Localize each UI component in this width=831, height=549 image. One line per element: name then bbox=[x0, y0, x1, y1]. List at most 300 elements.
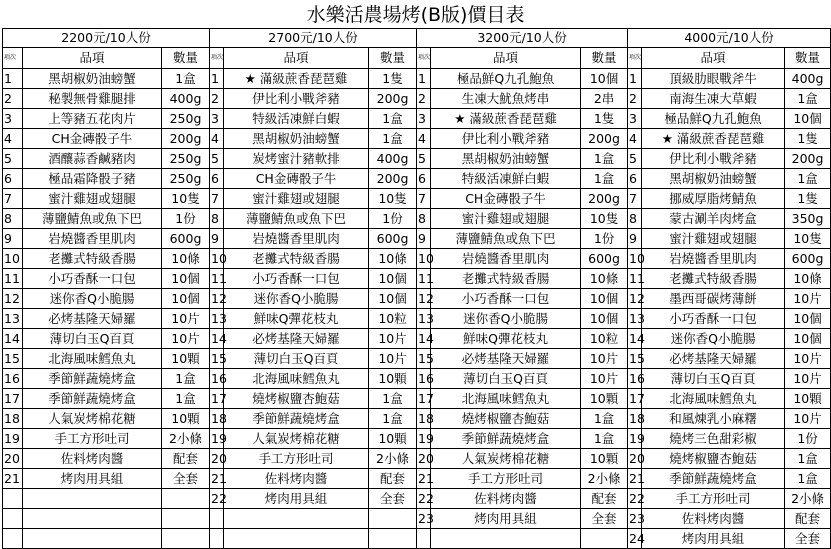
empty-cell bbox=[162, 509, 210, 529]
item-quantity: 250g bbox=[162, 169, 210, 189]
item-number: 3 bbox=[3, 109, 23, 129]
item-quantity: 600g bbox=[581, 249, 628, 269]
column-header-qty: 數量 bbox=[162, 48, 210, 69]
item-quantity: 10個 bbox=[162, 269, 210, 289]
item-quantity: 全套 bbox=[581, 509, 628, 529]
item-quantity: 10片 bbox=[785, 409, 831, 429]
table-row bbox=[3, 429, 831, 449]
item-quantity: 1份 bbox=[581, 229, 628, 249]
item-number: 16 bbox=[628, 369, 642, 389]
item-number: 22 bbox=[628, 489, 642, 509]
item-number: 8 bbox=[210, 209, 224, 229]
empty-cell bbox=[581, 529, 628, 549]
item-name: 墨西哥碳烤薄餅 bbox=[642, 289, 785, 309]
item-quantity: 1盒 bbox=[785, 449, 831, 469]
item-number: 5 bbox=[210, 149, 224, 169]
item-quantity: 配套 bbox=[162, 449, 210, 469]
item-number: 2 bbox=[210, 89, 224, 109]
item-number: 11 bbox=[210, 269, 224, 289]
item-name: 極品鮮Q九孔鮑魚 bbox=[431, 69, 581, 89]
item-name: 烤肉用具組 bbox=[642, 529, 785, 549]
item-number: 6 bbox=[3, 169, 23, 189]
item-name: 人氣炭烤棉花糖 bbox=[23, 409, 162, 429]
table-row bbox=[3, 269, 831, 289]
item-name: 岩燒醬香里肌肉 bbox=[224, 229, 369, 249]
table-row bbox=[3, 509, 831, 529]
item-quantity: 1盒 bbox=[785, 469, 831, 489]
item-name: 烤肉用具組 bbox=[23, 469, 162, 489]
item-quantity: 10隻 bbox=[785, 229, 831, 249]
item-number: 20 bbox=[210, 449, 224, 469]
item-name: 小巧香酥一口包 bbox=[642, 309, 785, 329]
item-name: 手工方形吐司 bbox=[642, 489, 785, 509]
column-header-item: 品項 bbox=[224, 48, 369, 69]
item-quantity: 10片 bbox=[162, 309, 210, 329]
item-quantity: 10顆 bbox=[162, 409, 210, 429]
table-row bbox=[3, 229, 831, 249]
table-row bbox=[3, 89, 831, 109]
item-number: 21 bbox=[210, 469, 224, 489]
table-row bbox=[3, 109, 831, 129]
package-price-label: 3200元/10人份 bbox=[417, 29, 628, 48]
item-quantity: 10粒 bbox=[581, 329, 628, 349]
item-name: 挪威厚脂烤鯖魚 bbox=[642, 189, 785, 209]
item-name: 蜜汁雞翅或翅腿 bbox=[224, 189, 369, 209]
item-name: 燒烤椒鹽杏鮑菇 bbox=[642, 449, 785, 469]
item-number: 4 bbox=[3, 129, 23, 149]
item-name: CH金磚骰子牛 bbox=[224, 169, 369, 189]
item-name: 必烤基隆天婦羅 bbox=[431, 349, 581, 369]
empty-cell bbox=[210, 509, 224, 529]
item-name: 特級活凍鮮白蝦 bbox=[431, 169, 581, 189]
item-name: 迷你香Q小脆腸 bbox=[642, 329, 785, 349]
item-quantity: 10片 bbox=[785, 289, 831, 309]
item-name: 小巧香酥一口包 bbox=[431, 289, 581, 309]
item-number: 12 bbox=[3, 289, 23, 309]
item-name: 佐料烤肉醬 bbox=[224, 469, 369, 489]
item-quantity: 1盒 bbox=[369, 389, 417, 409]
item-name: 鮮味Q彈花枝丸 bbox=[224, 309, 369, 329]
item-number: 19 bbox=[3, 429, 23, 449]
item-number: 3 bbox=[210, 109, 224, 129]
item-number: 16 bbox=[417, 369, 431, 389]
table-row bbox=[3, 289, 831, 309]
item-number: 6 bbox=[628, 169, 642, 189]
item-name: 必烤基隆天婦羅 bbox=[23, 309, 162, 329]
item-number: 11 bbox=[628, 269, 642, 289]
item-name: 老攤式特級香腸 bbox=[431, 269, 581, 289]
item-number: 23 bbox=[628, 509, 642, 529]
item-quantity: 2小條 bbox=[581, 469, 628, 489]
item-quantity: 1盒 bbox=[369, 129, 417, 149]
item-number: 13 bbox=[210, 309, 224, 329]
item-quantity: 10條 bbox=[581, 269, 628, 289]
item-quantity: 10片 bbox=[785, 369, 831, 389]
item-number: 18 bbox=[417, 409, 431, 429]
item-name: 鮮味Q彈花枝丸 bbox=[431, 329, 581, 349]
item-name: 上等豬五花肉片 bbox=[23, 109, 162, 129]
column-header-row bbox=[3, 48, 831, 69]
item-name: 季節鮮蔬燒烤盒 bbox=[23, 389, 162, 409]
item-number: 17 bbox=[417, 389, 431, 409]
item-number: 9 bbox=[628, 229, 642, 249]
item-number: 15 bbox=[210, 349, 224, 369]
table-row bbox=[3, 249, 831, 269]
item-quantity: 10顆 bbox=[581, 389, 628, 409]
item-name: 岩燒醬香里肌肉 bbox=[23, 229, 162, 249]
item-name: 手工方形吐司 bbox=[23, 429, 162, 449]
column-header-item: 品項 bbox=[431, 48, 581, 69]
item-number: 3 bbox=[417, 109, 431, 129]
item-quantity: 10顆 bbox=[369, 369, 417, 389]
item-quantity: 1隻 bbox=[785, 129, 831, 149]
item-quantity: 1盒 bbox=[369, 109, 417, 129]
item-number: 10 bbox=[3, 249, 23, 269]
item-quantity: 10個 bbox=[581, 69, 628, 89]
item-name: 北海風味鱈魚丸 bbox=[224, 369, 369, 389]
item-number: 15 bbox=[3, 349, 23, 369]
item-number: 9 bbox=[417, 229, 431, 249]
item-name: 佐料烤肉醬 bbox=[642, 509, 785, 529]
empty-cell bbox=[23, 529, 162, 549]
item-name: 頂級肋眼戰斧牛 bbox=[642, 69, 785, 89]
item-quantity: 1份 bbox=[162, 209, 210, 229]
empty-cell bbox=[210, 529, 224, 549]
item-name: 燒烤三色甜彩椒 bbox=[642, 429, 785, 449]
item-quantity: 10片 bbox=[369, 349, 417, 369]
item-number: 19 bbox=[417, 429, 431, 449]
item-name: 烤肉用具組 bbox=[224, 489, 369, 509]
empty-cell bbox=[369, 509, 417, 529]
item-number: 1 bbox=[210, 69, 224, 89]
item-name: ★ 滿級蔗香琵琶雞 bbox=[224, 69, 369, 89]
item-number: 15 bbox=[628, 349, 642, 369]
empty-cell bbox=[162, 529, 210, 549]
item-number: 12 bbox=[417, 289, 431, 309]
item-quantity: 600g bbox=[369, 229, 417, 249]
item-number: 2 bbox=[628, 89, 642, 109]
item-name: 蒙古涮羊肉烤盒 bbox=[642, 209, 785, 229]
item-name: 薄切白玉Q百頁 bbox=[642, 369, 785, 389]
item-name: 秘製無骨雞腿排 bbox=[23, 89, 162, 109]
item-quantity: 200g bbox=[581, 129, 628, 149]
item-number: 4 bbox=[628, 129, 642, 149]
column-header-qty: 數量 bbox=[785, 48, 831, 69]
table-row bbox=[3, 169, 831, 189]
item-quantity: 配套 bbox=[369, 469, 417, 489]
item-number: 10 bbox=[417, 249, 431, 269]
item-number: 16 bbox=[210, 369, 224, 389]
item-number: 19 bbox=[628, 429, 642, 449]
item-name: 薄鹽鯖魚或魚下巴 bbox=[23, 209, 162, 229]
table-row bbox=[3, 189, 831, 209]
item-number: 8 bbox=[628, 209, 642, 229]
item-name: CH金磚骰子牛 bbox=[431, 189, 581, 209]
item-name: 北海風味鱈魚丸 bbox=[642, 389, 785, 409]
item-number: 4 bbox=[417, 129, 431, 149]
table-row bbox=[3, 69, 831, 89]
empty-cell bbox=[3, 529, 23, 549]
table-row bbox=[3, 329, 831, 349]
item-quantity: 1份 bbox=[369, 209, 417, 229]
item-number: 14 bbox=[417, 329, 431, 349]
item-number: 17 bbox=[628, 389, 642, 409]
item-quantity: 全套 bbox=[785, 529, 831, 549]
item-number: 21 bbox=[628, 469, 642, 489]
item-quantity: 200g bbox=[581, 189, 628, 209]
item-quantity: 全套 bbox=[162, 469, 210, 489]
item-quantity: 1盒 bbox=[581, 429, 628, 449]
item-number: 1 bbox=[3, 69, 23, 89]
item-name: CH金磚骰子牛 bbox=[23, 129, 162, 149]
table-row bbox=[3, 529, 831, 549]
table-row bbox=[3, 309, 831, 329]
item-quantity: 10條 bbox=[162, 249, 210, 269]
item-name: 必烤基隆天婦羅 bbox=[224, 329, 369, 349]
table-row bbox=[3, 449, 831, 469]
item-name: 黑胡椒奶油螃蟹 bbox=[431, 149, 581, 169]
item-quantity: 350g bbox=[785, 209, 831, 229]
item-number: 17 bbox=[210, 389, 224, 409]
item-number: 10 bbox=[210, 249, 224, 269]
empty-cell bbox=[23, 489, 162, 509]
item-number: 12 bbox=[628, 289, 642, 309]
table-row bbox=[3, 129, 831, 149]
item-quantity: 配套 bbox=[785, 509, 831, 529]
column-header-no: 項次 bbox=[3, 48, 23, 69]
item-name: 薄切白玉Q百頁 bbox=[23, 329, 162, 349]
item-name: 極品霜降骰子豬 bbox=[23, 169, 162, 189]
item-quantity: 10顆 bbox=[581, 449, 628, 469]
item-number: 1 bbox=[417, 69, 431, 89]
item-quantity: 1盒 bbox=[581, 409, 628, 429]
item-number: 21 bbox=[417, 469, 431, 489]
item-name: 燒烤椒鹽杏鮑菇 bbox=[224, 389, 369, 409]
item-number: 9 bbox=[210, 229, 224, 249]
item-quantity: 2小條 bbox=[369, 449, 417, 469]
item-number: 18 bbox=[3, 409, 23, 429]
item-quantity: 10粒 bbox=[369, 309, 417, 329]
item-number: 3 bbox=[628, 109, 642, 129]
item-quantity: 1隻 bbox=[581, 109, 628, 129]
table-row bbox=[3, 389, 831, 409]
item-name: 和風煉乳小麻糬 bbox=[642, 409, 785, 429]
item-number: 20 bbox=[628, 449, 642, 469]
item-name: 伊比利小戰斧豬 bbox=[431, 129, 581, 149]
item-quantity: 10條 bbox=[369, 249, 417, 269]
item-number: 22 bbox=[417, 489, 431, 509]
item-quantity: 400g bbox=[369, 149, 417, 169]
column-header-no: 項次 bbox=[417, 48, 431, 69]
item-quantity: 10顆 bbox=[162, 349, 210, 369]
empty-cell bbox=[224, 529, 369, 549]
item-name: 小巧香酥一口包 bbox=[23, 269, 162, 289]
item-quantity: 10片 bbox=[369, 329, 417, 349]
table-row bbox=[3, 209, 831, 229]
item-name: 北海風味鱈魚丸 bbox=[23, 349, 162, 369]
table-row bbox=[3, 369, 831, 389]
item-quantity: 200g bbox=[162, 129, 210, 149]
item-quantity: 1盒 bbox=[369, 409, 417, 429]
empty-cell bbox=[224, 509, 369, 529]
item-number: 13 bbox=[628, 309, 642, 329]
column-header-qty: 數量 bbox=[369, 48, 417, 69]
item-number: 5 bbox=[417, 149, 431, 169]
item-quantity: 200g bbox=[369, 89, 417, 109]
item-number: 12 bbox=[210, 289, 224, 309]
item-name: 迷你香Q小脆腸 bbox=[23, 289, 162, 309]
item-name: 炭烤蜜汁豬軟排 bbox=[224, 149, 369, 169]
column-header-qty: 數量 bbox=[581, 48, 628, 69]
item-name: 佐料烤肉醬 bbox=[431, 489, 581, 509]
item-name: 人氣炭烤棉花糖 bbox=[431, 449, 581, 469]
empty-cell bbox=[162, 489, 210, 509]
item-quantity: 10個 bbox=[581, 309, 628, 329]
empty-cell bbox=[431, 529, 581, 549]
item-number: 7 bbox=[3, 189, 23, 209]
page-title: 水樂活農場烤(B版)價目表 bbox=[306, 4, 525, 26]
item-quantity: 10個 bbox=[162, 289, 210, 309]
item-number: 18 bbox=[628, 409, 642, 429]
item-name: 黑胡椒奶油螃蟹 bbox=[224, 129, 369, 149]
item-quantity: 10片 bbox=[581, 349, 628, 369]
table-row bbox=[3, 349, 831, 369]
item-quantity: 200g bbox=[369, 169, 417, 189]
item-name: 手工方形吐司 bbox=[431, 469, 581, 489]
empty-cell bbox=[3, 509, 23, 529]
item-number: 18 bbox=[210, 409, 224, 429]
item-name: 酒釀蒜香鹹豬肉 bbox=[23, 149, 162, 169]
item-number: 8 bbox=[417, 209, 431, 229]
item-quantity: 10隻 bbox=[162, 189, 210, 209]
item-name: 季節鮮蔬燒烤盒 bbox=[431, 429, 581, 449]
item-quantity: 200g bbox=[785, 149, 831, 169]
item-quantity: 600g bbox=[785, 249, 831, 269]
item-quantity: 2串 bbox=[581, 89, 628, 109]
item-name: 老攤式特級香腸 bbox=[642, 269, 785, 289]
item-quantity: 10條 bbox=[785, 269, 831, 289]
item-name: 薄切白玉Q百頁 bbox=[224, 349, 369, 369]
item-number: 7 bbox=[417, 189, 431, 209]
item-name: 迷你香Q小脆腸 bbox=[431, 309, 581, 329]
table-row bbox=[3, 489, 831, 509]
item-name: 蜜汁雞翅或翅腿 bbox=[431, 209, 581, 229]
item-quantity: 10個 bbox=[785, 329, 831, 349]
item-quantity: 1份 bbox=[785, 429, 831, 449]
item-name: 黑胡椒奶油螃蟹 bbox=[642, 169, 785, 189]
empty-cell bbox=[23, 509, 162, 529]
item-name: 迷你香Q小脆腸 bbox=[224, 289, 369, 309]
item-quantity: 10片 bbox=[162, 329, 210, 349]
item-quantity: 1盒 bbox=[581, 149, 628, 169]
item-number: 4 bbox=[210, 129, 224, 149]
item-name: 季節鮮蔬燒烤盒 bbox=[23, 369, 162, 389]
table-row bbox=[3, 469, 831, 489]
item-quantity: 10顆 bbox=[785, 389, 831, 409]
table-row bbox=[3, 409, 831, 429]
item-number: 17 bbox=[3, 389, 23, 409]
item-name: 季節鮮蔬燒烤盒 bbox=[224, 409, 369, 429]
item-number: 7 bbox=[628, 189, 642, 209]
column-header-no: 項次 bbox=[628, 48, 642, 69]
item-name: 老攤式特級香腸 bbox=[224, 249, 369, 269]
item-number: 6 bbox=[210, 169, 224, 189]
package-price-label: 2700元/10人份 bbox=[210, 29, 417, 48]
item-number: 14 bbox=[3, 329, 23, 349]
item-quantity: 10顆 bbox=[369, 429, 417, 449]
column-header-item: 品項 bbox=[23, 48, 162, 69]
item-number: 8 bbox=[3, 209, 23, 229]
item-quantity: 10個 bbox=[581, 289, 628, 309]
item-name: 手工方形吐司 bbox=[224, 449, 369, 469]
item-quantity: 10片 bbox=[785, 349, 831, 369]
item-quantity: 1盒 bbox=[785, 169, 831, 189]
item-name: 薄鹽鯖魚或魚下巴 bbox=[224, 209, 369, 229]
item-quantity: 10隻 bbox=[581, 209, 628, 229]
item-number: 22 bbox=[210, 489, 224, 509]
item-quantity: 配套 bbox=[581, 489, 628, 509]
item-number: 9 bbox=[3, 229, 23, 249]
item-quantity: 10個 bbox=[785, 309, 831, 329]
item-name: 北海風味鱈魚丸 bbox=[431, 389, 581, 409]
empty-cell bbox=[369, 529, 417, 549]
item-number: 14 bbox=[628, 329, 642, 349]
item-number: 21 bbox=[3, 469, 23, 489]
item-number: 11 bbox=[417, 269, 431, 289]
item-number: 10 bbox=[628, 249, 642, 269]
item-quantity: 250g bbox=[162, 149, 210, 169]
item-quantity: 400g bbox=[785, 69, 831, 89]
item-quantity: 400g bbox=[162, 89, 210, 109]
item-quantity: 10個 bbox=[369, 289, 417, 309]
item-number: 7 bbox=[210, 189, 224, 209]
item-name: 黑胡椒奶油螃蟹 bbox=[23, 69, 162, 89]
item-quantity: 1隻 bbox=[785, 189, 831, 209]
item-name: 老攤式特級香腸 bbox=[23, 249, 162, 269]
item-quantity: 2小條 bbox=[162, 429, 210, 449]
item-name: 必烤基隆天婦羅 bbox=[642, 349, 785, 369]
item-name: 薄鹽鯖魚或魚下巴 bbox=[431, 229, 581, 249]
item-name: 極品鮮Q九孔鮑魚 bbox=[642, 109, 785, 129]
item-number: 5 bbox=[628, 149, 642, 169]
item-number: 5 bbox=[3, 149, 23, 169]
item-number: 20 bbox=[3, 449, 23, 469]
item-name: 佐料烤肉醬 bbox=[23, 449, 162, 469]
item-number: 23 bbox=[417, 509, 431, 529]
item-quantity: 250g bbox=[162, 109, 210, 129]
item-name: ★ 滿級蔗香琵琶雞 bbox=[642, 129, 785, 149]
empty-cell bbox=[3, 489, 23, 509]
item-number: 13 bbox=[3, 309, 23, 329]
package-header-row bbox=[3, 29, 831, 48]
item-number: 14 bbox=[210, 329, 224, 349]
item-name: 伊比利小戰斧豬 bbox=[642, 149, 785, 169]
table-row bbox=[3, 149, 831, 169]
item-number: 15 bbox=[417, 349, 431, 369]
item-number: 2 bbox=[417, 89, 431, 109]
item-name: 蜜汁雞翅或翅腿 bbox=[642, 229, 785, 249]
item-quantity: 10片 bbox=[581, 369, 628, 389]
item-name: 人氣炭烤棉花糖 bbox=[224, 429, 369, 449]
item-quantity: 10隻 bbox=[369, 189, 417, 209]
item-quantity: 1盒 bbox=[581, 169, 628, 189]
item-quantity: 600g bbox=[162, 229, 210, 249]
item-number: 20 bbox=[417, 449, 431, 469]
empty-cell bbox=[417, 529, 431, 549]
column-header-item: 品項 bbox=[642, 48, 785, 69]
item-quantity: 1盒 bbox=[162, 69, 210, 89]
item-number: 6 bbox=[417, 169, 431, 189]
